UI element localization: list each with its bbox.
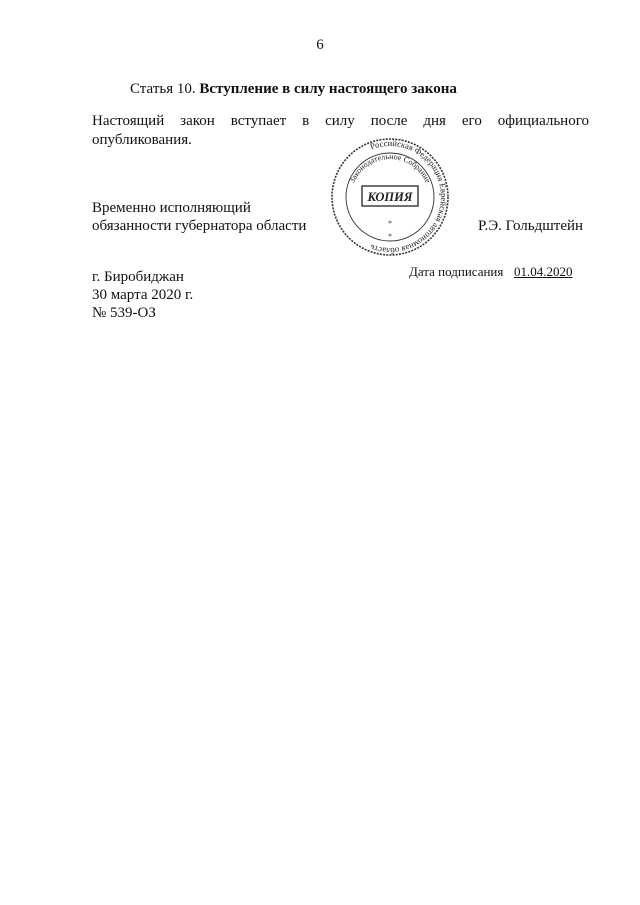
signatory-name: Р.Э. Гольдштейн: [478, 218, 584, 234]
seal-star-top: *: [388, 219, 392, 228]
seal-star-bottom: *: [388, 232, 392, 241]
adoption-date: 30 марта 2020 г.: [92, 287, 194, 303]
seal-center-text: КОПИЯ: [367, 190, 413, 204]
signing-date-label: Дата подписания: [409, 264, 504, 279]
law-number: № 539-ОЗ: [92, 305, 156, 321]
page-number: 6: [316, 37, 324, 53]
seal-inner-text: Законодательное Собрание: [347, 151, 433, 185]
official-seal: [329, 136, 451, 258]
signatory-title-line-1: Временно исполняющий: [92, 200, 251, 216]
article-title: Вступление в силу настоящего закона: [199, 81, 457, 97]
article-heading: [130, 80, 457, 98]
body-text-line-1: Настоящий закон вступает в силу после дня его официального: [92, 113, 589, 129]
seal-outer-text: Российская Федерация Еврейская автономная область: [368, 137, 450, 257]
place-of-adoption: г. Биробиджан: [92, 269, 184, 285]
signatory-title-line-2: обязанности губернатора области: [92, 218, 307, 234]
body-text-line-2: опубликования.: [92, 132, 192, 148]
signing-date-value: 01.04.2020: [514, 264, 573, 279]
article-prefix: Статья 10.: [130, 81, 196, 97]
